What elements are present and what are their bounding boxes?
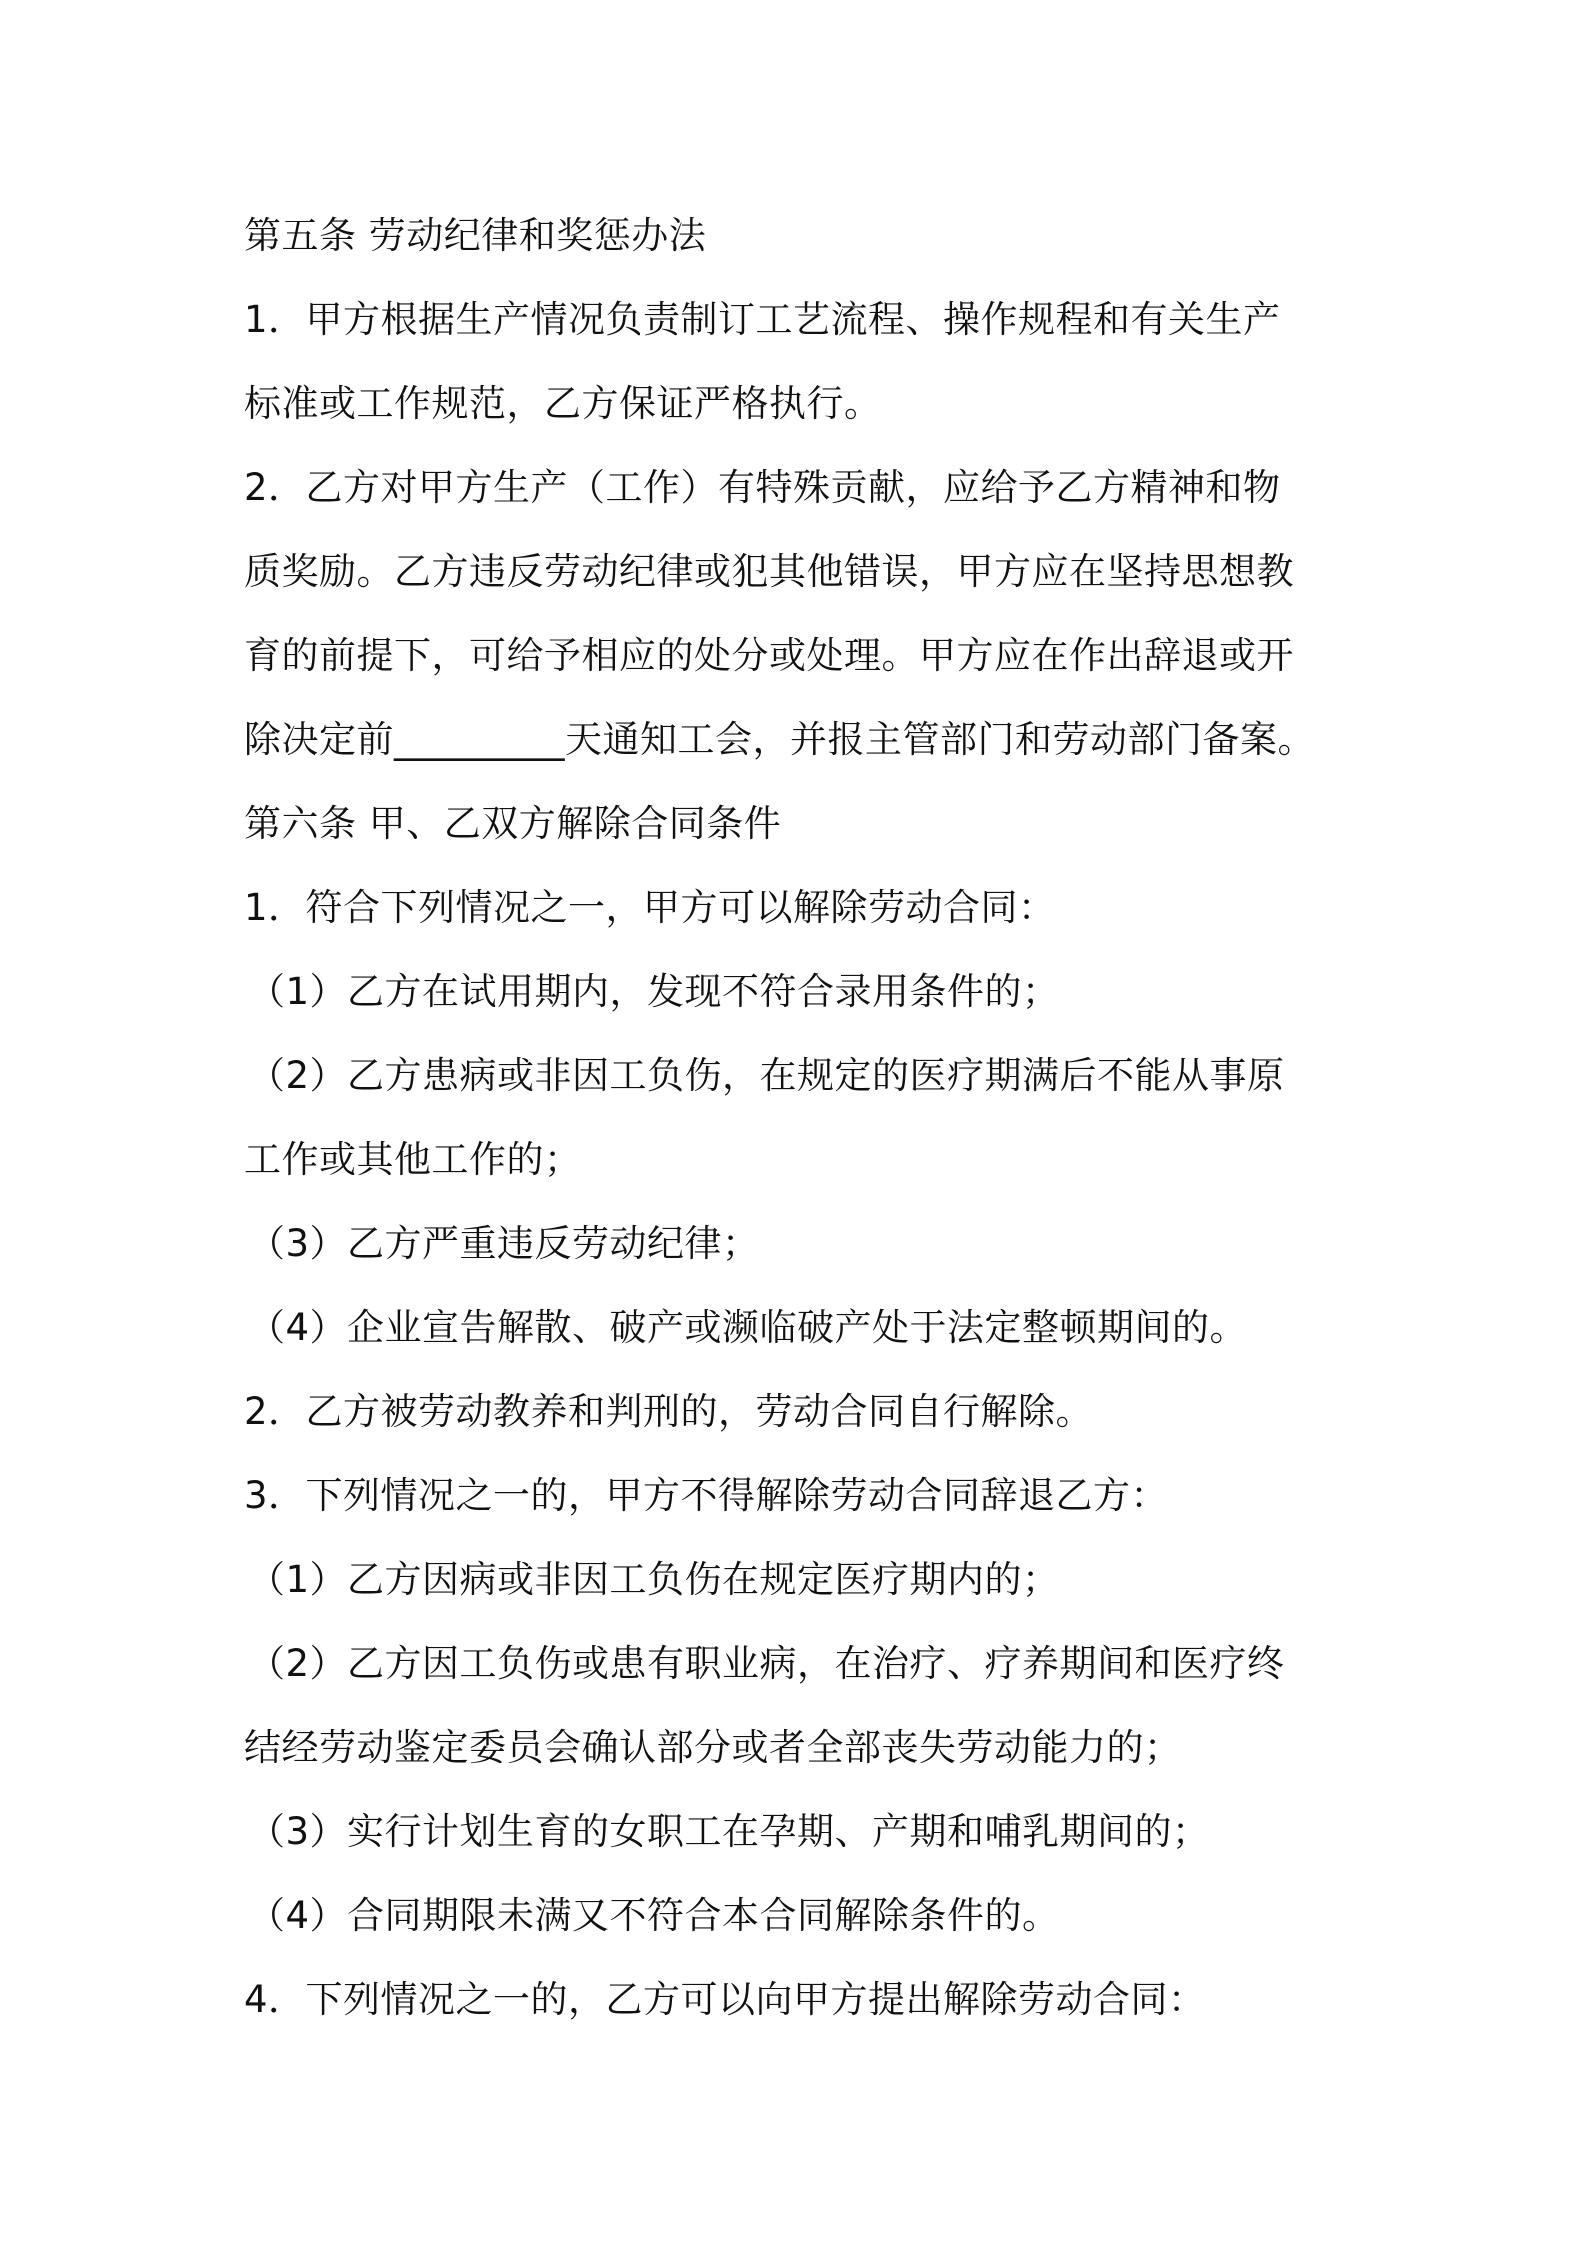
list-item: （2）乙方患病或非因工负伤，在规定的医疗期满后不能从事原 (248, 1054, 1285, 1097)
list-item: （4）企业宣告解散、破产或濒临破产处于法定整顿期间的。 (248, 1306, 1248, 1349)
list-item: （1）乙方因病或非因工负伤在规定医疗期内的； (248, 1558, 1060, 1601)
paragraph-line: 标准或工作规范，乙方保证严格执行。 (244, 382, 882, 425)
paragraph-line: 工作或其他工作的； (244, 1138, 582, 1181)
list-item: （1）乙方在试用期内，发现不符合录用条件的； (248, 970, 1060, 1013)
list-item: （3）实行计划生育的女职工在孕期、产期和哺乳期间的； (248, 1810, 1210, 1853)
list-item: （3）乙方严重违反劳动纪律； (248, 1222, 760, 1265)
article-five-heading: 第五条 劳动纪律和奖惩办法 (244, 214, 707, 257)
paragraph-line: 3．下列情况之一的，甲方不得解除劳动合同辞退乙方： (244, 1474, 1169, 1517)
list-item: （2）乙方因工负伤或患有职业病，在治疗、疗养期间和医疗终 (248, 1642, 1285, 1685)
paragraph-line: 质奖励。乙方违反劳动纪律或犯其他错误，甲方应在坚持思想教 (244, 550, 1294, 593)
paragraph-line: 4．下列情况之一的，乙方可以向甲方提出解除劳动合同： (244, 1978, 1206, 2021)
article-six-heading: 第六条 甲、乙双方解除合同条件 (244, 802, 782, 845)
paragraph-line: 2．乙方被劳动教养和判刑的，劳动合同自行解除。 (244, 1390, 1094, 1433)
paragraph-line: 结经劳动鉴定委员会确认部分或者全部丧失劳动能力的； (244, 1726, 1182, 1769)
paragraph-line: 1．甲方根据生产情况负责制订工艺流程、操作规程和有关生产 (244, 298, 1281, 341)
document-body (244, 194, 1374, 2042)
paragraph-line: 1．符合下列情况之一，甲方可以解除劳动合同： (244, 886, 1056, 929)
list-item: （4）合同期限未满又不符合本合同解除条件的。 (248, 1894, 1060, 1937)
paragraph-line: 除决定前_________天通知工会，并报主管部门和劳动部门备案。 (244, 718, 1315, 761)
paragraph-line: 2．乙方对甲方生产（工作）有特殊贡献，应给予乙方精神和物 (244, 466, 1281, 509)
paragraph-line: 育的前提下，可给予相应的处分或处理。甲方应在作出辞退或开 (244, 634, 1294, 677)
